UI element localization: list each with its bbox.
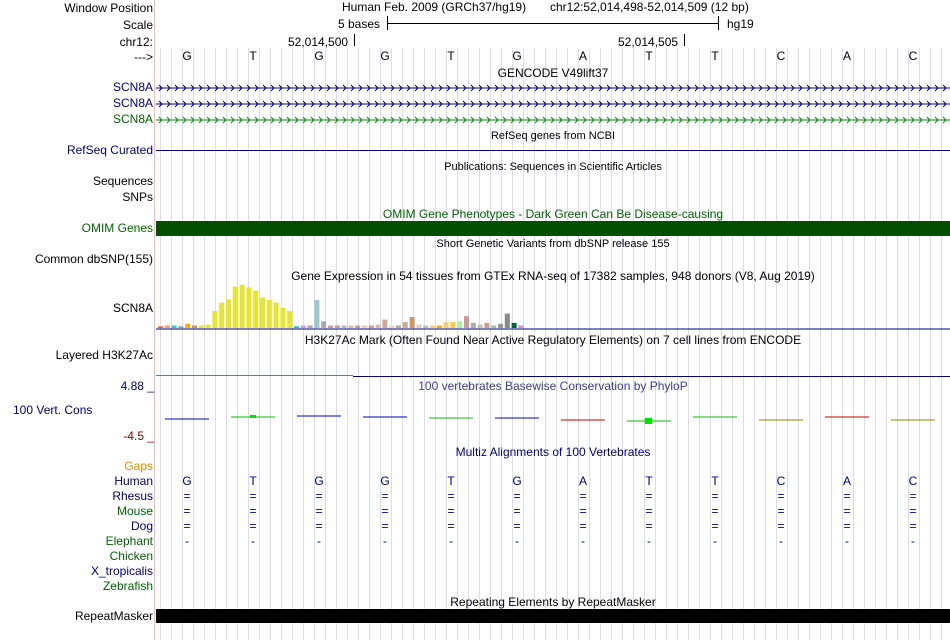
alignment-base-rhesus: = [843,489,851,503]
dbsnp-track-title[interactable]: Short Genetic Variants from dbSNP release 155 [436,238,670,250]
alignment-base-mouse: = [513,504,521,518]
gtex-bar[interactable] [328,325,333,328]
alignment-base-rhesus: = [513,489,521,503]
gtex-bar[interactable] [199,325,204,328]
alignment-base-dog: = [777,519,785,533]
h3k27ac-track-title[interactable]: H3K27Ac Mark (Often Found Near Active Regulatory Elements) on 7 cell lines from ENCODE [304,333,802,347]
alignment-base-elephant: - [647,534,651,548]
phylop-track-title[interactable]: 100 vertebrates Basewise Conservation by PhyloP [418,379,688,393]
gtex-label[interactable]: SCN8A [112,301,153,315]
repeatmasker-label[interactable]: RepeatMasker [74,609,153,623]
gencode-label-2[interactable]: SCN8A [112,96,153,110]
species-label-rhesus[interactable]: Rhesus [112,489,153,503]
gtex-bar[interactable] [314,300,319,328]
alignment-base-mouse: = [381,504,389,518]
alignment-base-rhesus: = [249,489,257,503]
gtex-bar[interactable] [280,308,285,328]
coord-label-1: 52,014,500 [288,35,349,49]
gtex-bar[interactable] [518,325,523,328]
coord-tick-2 [684,34,685,46]
gtex-bar[interactable] [301,325,306,328]
window-position-value[interactable]: chr12:52,014,498-52,014,509 (12 bp) [550,0,749,14]
label-divider [154,0,155,640]
alignment-base-dog: = [249,519,257,533]
alignment-base-human: T [249,474,257,488]
coord-label-2: 52,014,505 [618,35,679,49]
strand-arrow: ---> [134,50,153,64]
gtex-bar[interactable] [478,325,483,328]
gtex-bar[interactable] [260,298,265,328]
gtex-bar[interactable] [464,316,469,328]
gtex-bar[interactable] [471,323,476,328]
gtex-bar[interactable] [240,285,245,328]
phylop-min-label: -4.5 _ [123,429,154,443]
alignment-base-elephant: - [383,534,387,548]
gtex-bar[interactable] [369,325,374,328]
alignment-base-dog: = [579,519,587,533]
h3k27ac-label[interactable]: Layered H3K27Ac [55,348,153,362]
alignment-base-dog: = [843,519,851,533]
reference-base: T [645,49,653,63]
window-position-label: Window Position [64,1,153,15]
reference-base: G [182,49,192,63]
gtex-bar[interactable] [403,322,408,328]
alignment-base-rhesus: = [579,489,587,503]
gtex-bar[interactable] [505,314,510,328]
phylop-mark[interactable] [645,418,652,424]
gaps-label[interactable]: Gaps [124,459,153,473]
alignment-base-elephant: - [911,534,915,548]
gtex-bar[interactable] [342,325,347,328]
alignment-base-mouse: = [315,504,323,518]
repeatmasker-track-title[interactable]: Repeating Elements by RepeatMasker [450,595,656,609]
alignment-base-dog: = [909,519,917,533]
gtex-bar[interactable] [253,291,258,328]
alignment-base-dog: = [315,519,323,533]
gtex-bar[interactable] [178,326,183,328]
species-label-dog[interactable]: Dog [130,519,153,533]
gtex-bar[interactable] [185,324,190,328]
gtex-bar[interactable] [396,325,401,328]
gtex-bar[interactable] [348,325,353,328]
reference-sequence [0,48,950,63]
alignment-base-mouse: = [843,504,851,518]
omim-track-title[interactable]: OMIM Gene Phenotypes - Dark Green Can Be Disease-causing [382,207,724,221]
gtex-bar[interactable] [512,323,517,328]
species-label-zebrafish[interactable]: Zebrafish [102,579,153,593]
gtex-bar[interactable] [437,325,442,328]
publications-track-title[interactable]: Publications: Sequences in Scientific Articles [444,161,662,173]
gtex-bar[interactable] [219,303,224,328]
gtex-bar[interactable] [335,325,340,328]
alignment-base-human: G [182,474,192,488]
alignment-base-elephant: - [317,534,321,548]
alignment-base-mouse: = [645,504,653,518]
gencode-features[interactable] [156,80,950,126]
gencode-label-3[interactable]: SCN8A [112,112,153,126]
alignment-base-rhesus: = [777,489,785,503]
omim-bar[interactable] [156,221,950,236]
scale-text: 5 bases [338,17,381,31]
reference-base: C [908,49,918,63]
alignment-base-mouse: = [777,504,785,518]
reference-base: G [380,49,390,63]
refseq-label[interactable]: RefSeq Curated [66,143,153,157]
h3k27ac-baseline [353,376,950,377]
alignment-base-rhesus: = [447,489,455,503]
alignment-base-human: T [711,474,719,488]
alignment-base-elephant: - [515,534,519,548]
assembly-title: Human Feb. 2009 (GRCh37/hg19) [342,0,527,14]
alignment-base-human: G [380,474,390,488]
alignment-base-human: A [578,474,587,488]
gtex-bar[interactable] [212,311,217,328]
gtex-bar[interactable] [321,321,326,328]
alignment-base-mouse: = [909,504,917,518]
coord-tick-1 [354,34,355,46]
reference-base: T [447,49,455,63]
alignment-base-rhesus: = [645,489,653,503]
alignment-base-human: T [447,474,455,488]
species-label-x_tropicalis[interactable]: X_tropicalis [90,564,153,578]
gtex-bar[interactable] [484,323,489,328]
alignment-base-mouse: = [183,504,191,518]
repeatmasker-bar[interactable] [156,609,950,623]
gtex-bar[interactable] [430,325,435,328]
gtex-bar[interactable] [444,322,449,328]
gtex-bar[interactable] [192,325,197,328]
gtex-track-title[interactable]: Gene Expression in 54 tissues from GTEx RNA-seq of 17382 samples, 948 donors (V8, Aug 2019) [291,269,815,283]
alignment-base-mouse: = [711,504,719,518]
gtex-bar[interactable] [362,325,367,328]
species-label-elephant[interactable]: Elephant [105,534,153,548]
species-label-human[interactable]: Human [114,474,153,488]
alignment-base-dog: = [645,519,653,533]
gtex-bar[interactable] [226,299,231,328]
species-label-mouse[interactable]: Mouse [116,504,153,518]
alignment-base-rhesus: = [315,489,323,503]
reference-base: G [512,49,522,63]
refseq-line[interactable] [156,150,950,151]
dbsnp-label[interactable]: Common dbSNP(155) [34,252,153,266]
chrom-label: chr12: [119,35,153,49]
alignment-base-elephant: - [779,534,783,548]
gtex-bar[interactable] [450,322,455,328]
phylop-mark[interactable] [250,415,256,418]
gtex-bar[interactable] [287,311,292,328]
alignment-base-human: A [842,474,851,488]
reference-base: A [578,49,587,63]
gtex-bar[interactable] [491,325,496,328]
scale-db: hg19 [727,17,754,31]
alignment-base-human: G [512,474,522,488]
gtex-bar[interactable] [410,317,415,328]
reference-base: G [314,49,324,63]
gtex-bar[interactable] [274,303,279,328]
h3k27ac-signal[interactable] [156,375,353,376]
refseq-track-title[interactable]: RefSeq genes from NCBI [490,130,616,142]
reference-base: A [842,49,851,63]
alignment-base-dog: = [711,519,719,533]
sequences-label[interactable]: Sequences [92,174,153,188]
alignment-base-elephant: - [251,534,255,548]
gencode-label-1[interactable]: SCN8A [112,80,153,94]
alignment-base-dog: = [513,519,521,533]
phylop-plot[interactable] [156,398,950,434]
phylop-label[interactable]: 100 Vert. Cons [13,403,93,417]
gtex-bar[interactable] [267,300,272,328]
gtex-bar[interactable] [457,321,462,328]
gtex-bar-chart[interactable] [156,282,950,330]
alignment-base-rhesus: = [909,489,917,503]
alignment-base-mouse: = [249,504,257,518]
gtex-bar[interactable] [246,287,251,328]
alignment-base-mouse: = [447,504,455,518]
alignment-base-elephant: - [713,534,717,548]
alignment-base-elephant: - [449,534,453,548]
gtex-bar[interactable] [498,324,503,328]
alignment-base-elephant: - [185,534,189,548]
gtex-bar[interactable] [423,325,428,328]
gtex-bar[interactable] [206,325,211,328]
alignment-base-mouse: = [579,504,587,518]
scale-bar [387,16,719,30]
gtex-bar[interactable] [355,325,360,328]
gtex-bar[interactable] [233,287,238,328]
phylop-max-label: 4.88 _ [120,379,154,393]
gtex-bar[interactable] [165,325,170,328]
snps-label[interactable]: SNPs [122,190,153,204]
alignment-base-human: C [776,474,786,488]
reference-base: T [249,49,257,63]
alignment-base-rhesus: = [381,489,389,503]
species-label-chicken[interactable]: Chicken [109,549,153,563]
gtex-bar[interactable] [416,325,421,328]
gtex-bar[interactable] [294,326,299,328]
alignment-base-dog: = [381,519,389,533]
reference-base: T [711,49,719,63]
alignment-base-human: C [908,474,918,488]
gtex-bar[interactable] [158,326,163,328]
alignment-base-human: G [314,474,324,488]
gtex-bar[interactable] [172,325,177,328]
alignment-base-human: T [645,474,653,488]
alignment-base-rhesus: = [183,489,191,503]
alignment-base-rhesus: = [711,489,719,503]
gtex-bar[interactable] [389,325,394,328]
gtex-bar[interactable] [308,325,313,328]
gencode-track-title[interactable]: GENCODE V49lift37 [497,66,609,80]
reference-base: C [776,49,786,63]
alignment-base-elephant: - [845,534,849,548]
alignment-base-dog: = [447,519,455,533]
gtex-bar[interactable] [382,320,387,328]
gtex-bar[interactable] [376,325,381,328]
scale-label: Scale [122,18,153,32]
alignment-base-elephant: - [581,534,585,548]
omim-label[interactable]: OMIM Genes [81,221,153,235]
multiz-track-title[interactable]: Multiz Alignments of 100 Vertebrates [455,445,651,459]
alignment-base-dog: = [183,519,191,533]
